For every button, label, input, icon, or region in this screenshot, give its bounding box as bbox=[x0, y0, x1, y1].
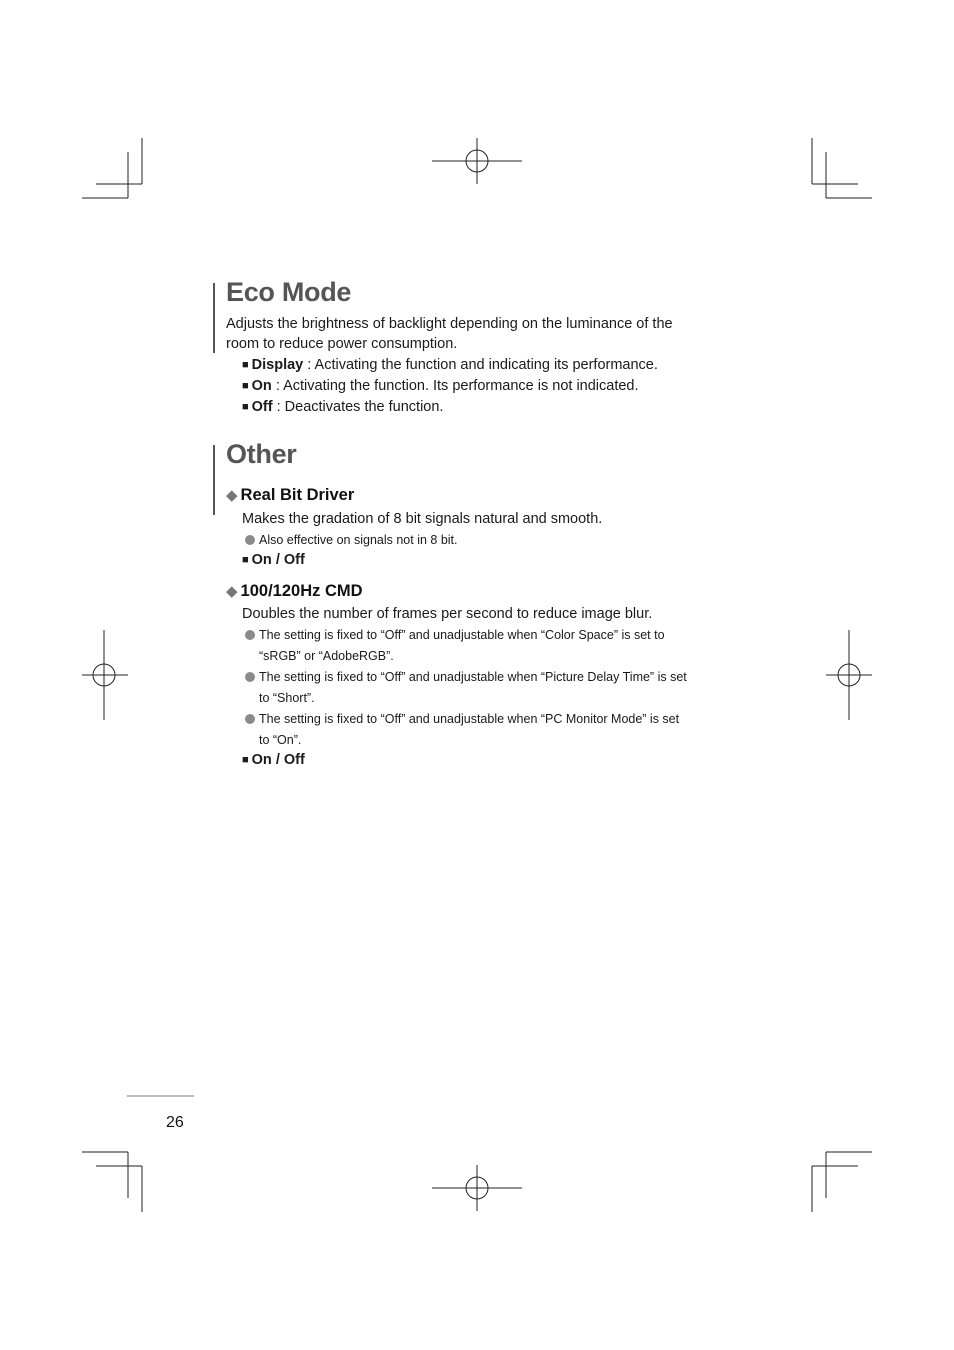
cmd-note: The setting is fixed to “Off” and unadjustable when “PC Monitor Mode” is set to “On”. bbox=[245, 709, 735, 751]
cmd-values: ■ On / Off bbox=[242, 752, 305, 768]
circle-bullet-icon bbox=[245, 630, 255, 640]
square-bullet-icon: ■ bbox=[242, 359, 249, 371]
cmd-note: The setting is fixed to “Off” and unadjustable when “Picture Delay Time” is set to “Short”. bbox=[245, 667, 735, 709]
square-bullet-icon: ■ bbox=[242, 401, 249, 413]
eco-mode-description: Adjusts the brightness of backlight depending on the luminance of the room to reduce power consumption. bbox=[226, 316, 673, 352]
diamond-bullet-icon: ◆ bbox=[226, 487, 238, 504]
circle-bullet-icon bbox=[245, 672, 255, 682]
eco-option-display: ■ Display : Activating the function and indicating its performance. bbox=[242, 357, 658, 373]
real-bit-driver-note: Also effective on signals not in 8 bit. bbox=[245, 530, 735, 551]
square-bullet-icon: ■ bbox=[242, 754, 249, 766]
page-number: 26 bbox=[166, 1114, 184, 1131]
eco-option-on: ■ On : Activating the function. Its performance is not indicated. bbox=[242, 378, 639, 394]
cmd-note: The setting is fixed to “Off” and unadjustable when “Color Space” is set to “sRGB” or “AdobeRGB”. bbox=[245, 625, 735, 667]
diamond-bullet-icon: ◆ bbox=[226, 583, 238, 600]
circle-bullet-icon bbox=[245, 714, 255, 724]
cmd-description: Doubles the number of frames per second to reduce image blur. bbox=[242, 606, 653, 622]
real-bit-driver-values: ■ On / Off bbox=[242, 552, 305, 568]
cmd-heading: ◆ 100/120Hz CMD bbox=[226, 582, 363, 600]
section-bar-other bbox=[213, 445, 215, 515]
square-bullet-icon: ■ bbox=[242, 380, 249, 392]
other-title: Other bbox=[226, 439, 297, 469]
real-bit-driver-description: Makes the gradation of 8 bit signals natural and smooth. bbox=[242, 511, 603, 527]
eco-option-off: ■ Off : Deactivates the function. bbox=[242, 399, 444, 415]
section-bar-eco bbox=[213, 283, 215, 353]
circle-bullet-icon bbox=[245, 535, 255, 545]
eco-mode-title: Eco Mode bbox=[226, 277, 352, 307]
page-number-rule bbox=[127, 1095, 194, 1097]
square-bullet-icon: ■ bbox=[242, 554, 249, 566]
real-bit-driver-heading: ◆ Real Bit Driver bbox=[226, 486, 355, 504]
